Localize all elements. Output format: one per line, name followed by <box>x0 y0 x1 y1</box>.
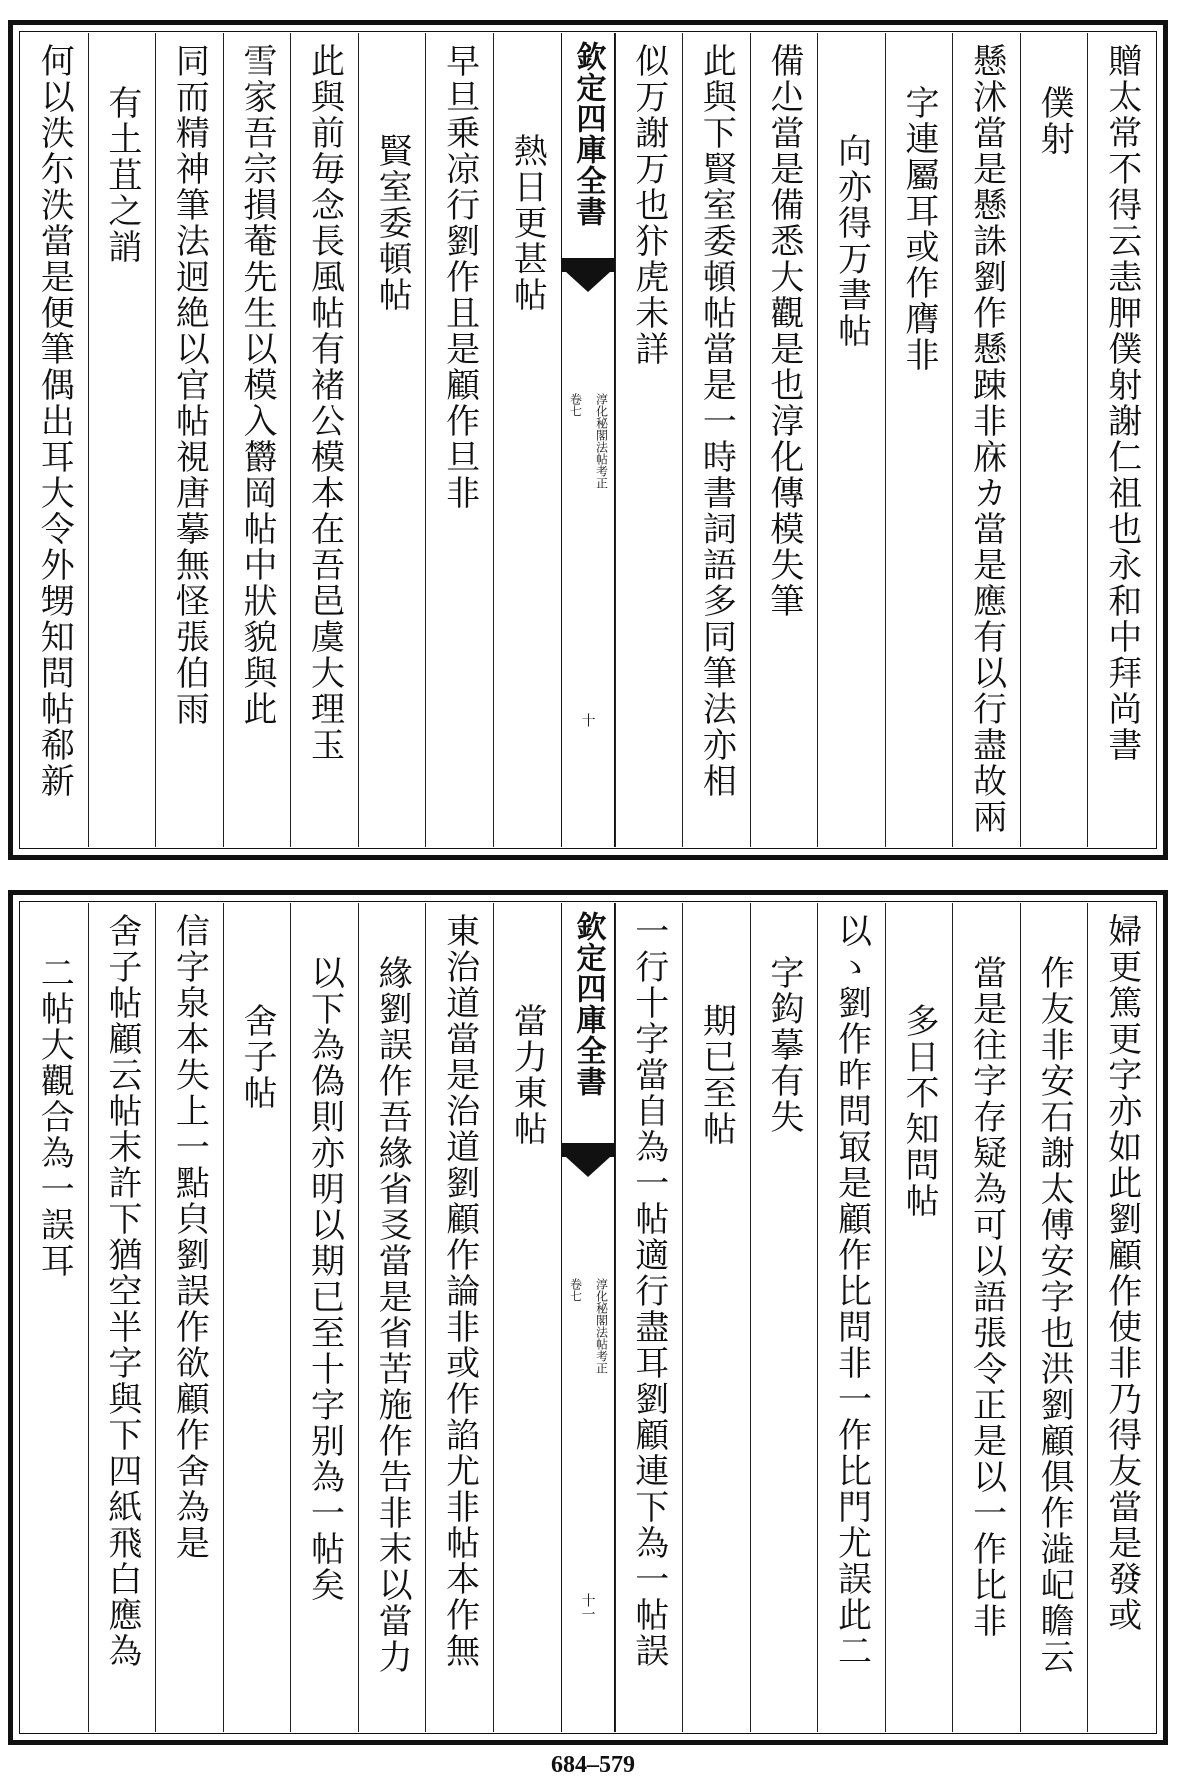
bottom-columns <box>21 903 1155 1732</box>
column-text: 字連屬耳或作膺非 <box>899 85 940 373</box>
text-column <box>21 903 88 1732</box>
text-column <box>952 903 1020 1732</box>
text-column <box>750 33 818 847</box>
column-text: 字鈎摹有失 <box>763 955 804 1135</box>
column-text: 何以泆尓泆當是便筆偶出耳大令外甥知問帖郗新 <box>34 43 75 799</box>
text-column <box>952 33 1020 847</box>
center-gutter <box>561 903 615 1732</box>
text-column <box>21 33 88 847</box>
text-column <box>1087 33 1155 847</box>
column-text: 當力東帖 <box>507 1003 548 1147</box>
bottom-page <box>8 890 1168 1745</box>
column-text: 贈太常不得云恚胛僕射謝仁祖也永和中拜尚書 <box>1101 43 1142 763</box>
center-gutter <box>561 33 615 847</box>
top-columns <box>21 33 1155 847</box>
column-text: 婦更篤更字亦如此劉顧作使非乃得友當是發或 <box>1101 913 1142 1633</box>
page-number: 684–579 <box>551 1752 635 1778</box>
column-text: 二帖大觀合為一誤耳 <box>34 955 75 1279</box>
text-column <box>88 903 156 1732</box>
column-text: 作友非安石謝太傅安字也洪劉顧俱作澁屺瞻云 <box>1034 955 1075 1675</box>
text-column <box>817 33 885 847</box>
folio-number: 十一 <box>579 1593 596 1621</box>
text-column <box>615 903 683 1732</box>
column-text: 此與下賢室委頓帖當是一時書詞語多同筆法亦相 <box>696 43 737 799</box>
column-text: 舍子帖 <box>236 1003 277 1111</box>
text-column <box>155 33 223 847</box>
text-column <box>885 903 953 1732</box>
column-text: 早旦乗凉行劉作且是顧作旦非 <box>439 43 480 511</box>
text-column <box>290 903 358 1732</box>
column-text: 此與前毎念長風帖有褚公模本在吾邑虞大理玉 <box>304 43 345 763</box>
text-column <box>425 33 493 847</box>
column-text: 多日不知問帖 <box>899 1003 940 1219</box>
text-column <box>750 903 818 1732</box>
column-text: 以ゝ劉作昨問冣是顧作比問非一作比門尤誤此二 <box>831 913 872 1669</box>
column-text: 東治道當是治道劉顧作論非或作諂尤非帖本作無 <box>439 913 480 1669</box>
column-text: 舍子帖顧云帖末許下猶空半字與下四紙飛白應為 <box>101 913 142 1669</box>
text-column <box>1020 33 1088 847</box>
folio-number: 十 <box>579 713 596 727</box>
text-column <box>493 33 561 847</box>
text-column <box>290 33 358 847</box>
column-text: 僕射 <box>1034 85 1075 157</box>
column-text: 有土苴之誚 <box>101 85 142 265</box>
column-text: 備尐當是備悉大觀是也淳化傳模失筆 <box>763 43 804 619</box>
column-text: 以下為偽則亦明以期已至十字别為一帖矣 <box>304 955 345 1603</box>
text-column <box>425 903 493 1732</box>
gutter-volume: 卷七 <box>568 1278 583 1302</box>
gutter-subtitle: 淳化秘閣法帖考正 <box>594 1278 609 1374</box>
text-column <box>223 903 291 1732</box>
text-column <box>1020 903 1088 1732</box>
top-page <box>8 20 1168 860</box>
text-column <box>885 33 953 847</box>
column-text: 雪家吾宗損菴先生以模入欝岡帖中狀貌與此 <box>236 43 277 727</box>
column-text: 熱日更甚帖 <box>507 133 548 313</box>
column-text: 同而精神筆法迥絶以官帖視唐摹無怪張伯雨 <box>169 43 210 727</box>
gutter-volume: 卷七 <box>568 393 583 417</box>
text-column <box>358 33 426 847</box>
text-column <box>223 33 291 847</box>
column-text: 賢室委頓帖 <box>372 133 413 313</box>
text-column <box>817 903 885 1732</box>
column-text: 信字泉本失上一點㒵劉誤作欲顧作舍為是 <box>169 913 210 1561</box>
text-column <box>615 33 683 847</box>
text-column <box>358 903 426 1732</box>
fishtail-ornament <box>562 1143 614 1183</box>
gutter-title: 欽定四庫全書 <box>570 41 606 227</box>
text-column <box>493 903 561 1732</box>
gutter-title: 欽定四庫全書 <box>570 911 606 1097</box>
text-column <box>1087 903 1155 1732</box>
column-text: 當是往字存疑為可以語張令正是以一作比非 <box>966 955 1007 1639</box>
text-column <box>682 903 750 1732</box>
column-text: 似万謝万也犿虎未詳 <box>628 43 669 367</box>
text-column <box>155 903 223 1732</box>
text-column <box>682 33 750 847</box>
column-text: 緣劉誤作吾緣省㕛當是省苦施作告非末以當力 <box>372 955 413 1675</box>
fishtail-ornament <box>562 258 614 298</box>
gutter-subtitle: 淳化秘閣法帖考正 <box>594 393 609 489</box>
column-text: 一行十字當自為一帖適行盡耳劉顧連下為一帖誤 <box>628 913 669 1669</box>
text-column <box>88 33 156 847</box>
column-text: 期已至帖 <box>696 1003 737 1147</box>
column-text: 向亦得万書帖 <box>831 133 872 349</box>
column-text: 懸沭當是懸誅劉作懸踈非庥カ當是應有以行盡故兩 <box>966 43 1007 835</box>
